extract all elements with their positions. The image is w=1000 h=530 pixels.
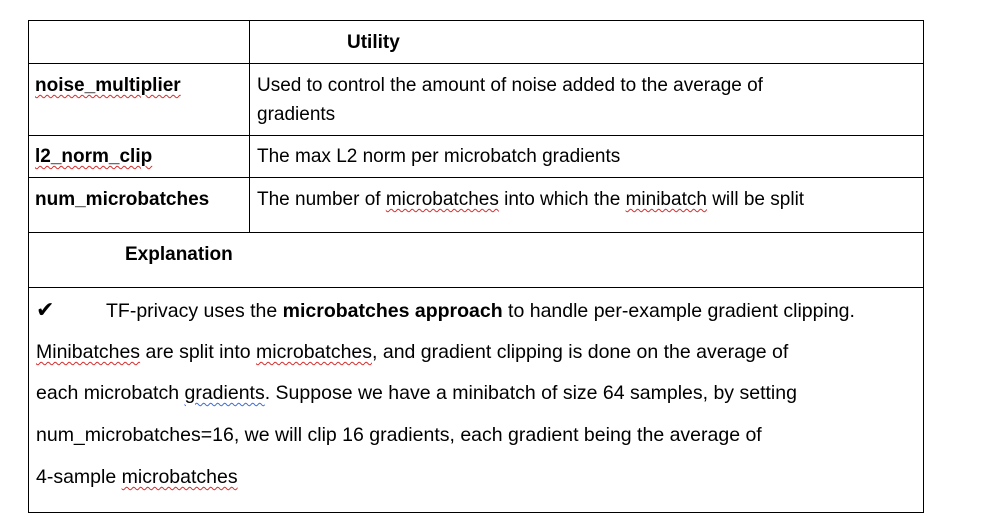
parameter-table <box>28 20 924 513</box>
text-run: gradients <box>184 382 265 404</box>
text-run: microbatches <box>256 341 373 363</box>
explanation-line <box>36 337 788 367</box>
text-run: minibatch <box>625 189 707 210</box>
explanation-line <box>36 462 238 492</box>
text-run: each microbatch <box>36 382 185 404</box>
param-name-l2-norm-clip: l2_norm_clip <box>35 146 153 167</box>
header-utility: Utility <box>347 32 400 53</box>
text-run: 4-sample <box>36 466 122 488</box>
row-divider <box>29 63 923 64</box>
text-run: to handle per-example gradient clipping. <box>502 300 855 322</box>
explanation-line <box>36 378 797 408</box>
param-name <box>35 71 181 100</box>
text-run: , and gradient clipping is done on the average of <box>372 341 789 363</box>
param-name-num-microbatches: num_microbatches <box>35 189 210 210</box>
text-run: are split into <box>140 341 257 363</box>
text-run: microbatches <box>121 466 238 488</box>
row-divider <box>29 135 923 136</box>
param-desc <box>257 71 917 129</box>
row-divider <box>29 232 923 233</box>
text-run: microbatches <box>385 189 499 210</box>
param-name <box>35 142 152 171</box>
explanation-heading: Explanation <box>125 244 233 265</box>
checkmark-icon: ✔ <box>36 297 55 322</box>
text-run: into which the <box>498 189 626 210</box>
text-run-bold: microbatches approach <box>282 300 503 322</box>
text-run: . Suppose we have a minibatch of size 64 samples, by setting <box>264 382 797 404</box>
row-divider <box>29 177 923 178</box>
column-divider <box>249 21 250 233</box>
text-run: TF-privacy uses the <box>106 300 283 322</box>
param-desc-line: Used to control the amount of noise added to the average of <box>257 75 763 96</box>
text-run: will be split <box>706 189 805 210</box>
row-divider <box>29 287 923 288</box>
param-desc <box>257 185 804 214</box>
param-desc: The max L2 norm per microbatch gradients <box>257 146 621 167</box>
text-run: Minibatches <box>36 341 141 363</box>
explanation-line <box>36 295 855 326</box>
param-desc-line: gradients <box>257 104 336 125</box>
explanation-line: num_microbatches=16, we will clip 16 gradients, each gradient being the average of <box>36 424 762 446</box>
text-run: The number of <box>257 189 386 210</box>
param-name-noise-multiplier: noise_multiplier <box>35 75 181 96</box>
